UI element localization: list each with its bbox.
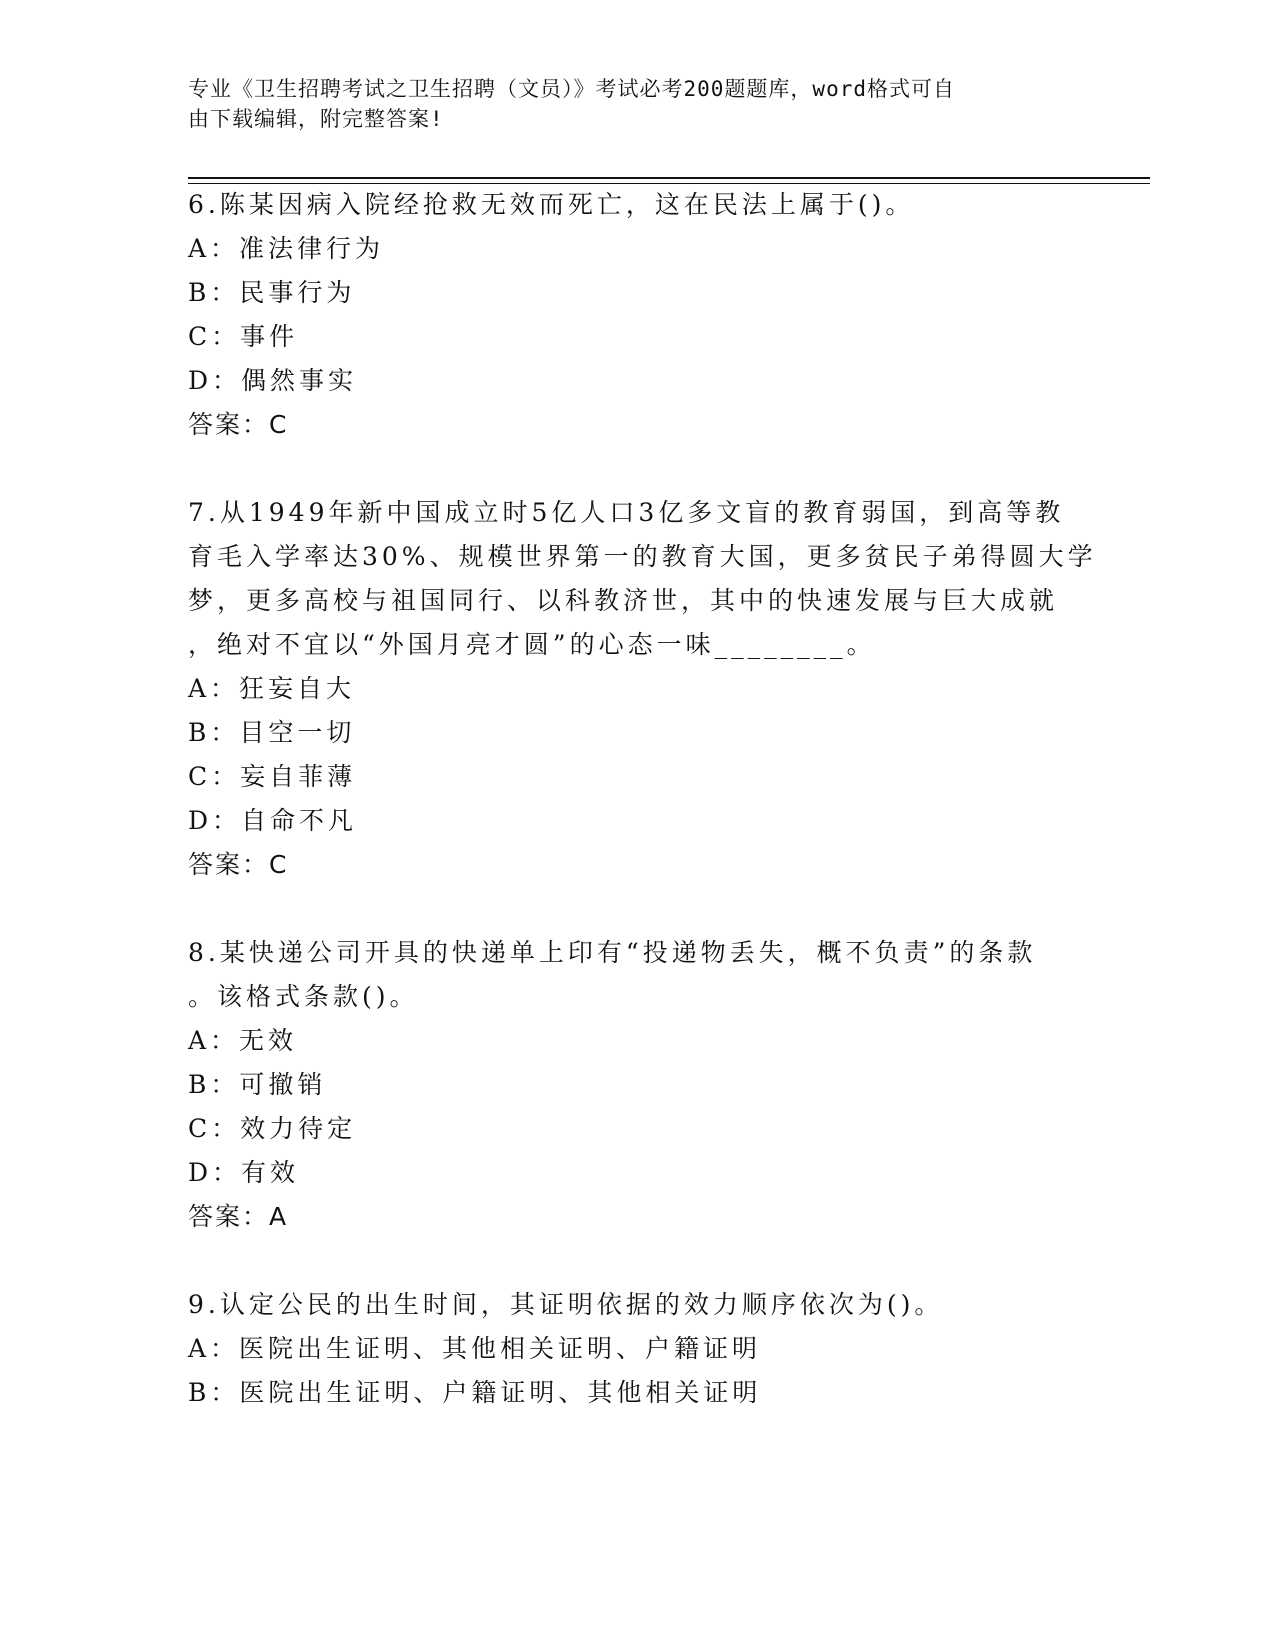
question-8-stem-line-1: 8.某快递公司开具的快递单上印有“投递物丢失，概不负责”的条款 xyxy=(188,938,1037,967)
question-8-option-d: D：有效 xyxy=(188,1158,300,1187)
header-line-2: 由下载编辑，附完整答案! xyxy=(188,107,444,131)
question-7-option-b: B：目空一切 xyxy=(188,718,356,747)
header-divider-thin xyxy=(188,183,1150,184)
question-6-option-b: B：民事行为 xyxy=(188,278,356,307)
question-7-option-c: C：妄自菲薄 xyxy=(188,762,357,791)
question-7-stem-line-3: 梦，更多高校与祖国同行、以科教济世，其中的快速发展与巨大成就 xyxy=(188,586,1059,615)
question-7-stem-line-4: ，绝对不宜以“外国月亮才圆”的心态一味________。 xyxy=(188,630,876,659)
question-7-option-a: A：狂妄自大 xyxy=(188,674,356,703)
question-6-option-d: D：偶然事实 xyxy=(188,366,358,395)
question-6-option-c: C：事件 xyxy=(188,322,299,351)
question-7-stem-line-1: 7.从1949年新中国成立时5亿人口3亿多文盲的教育弱国，到高等教 xyxy=(188,498,1065,527)
question-7-option-d: D：自命不凡 xyxy=(188,806,358,835)
question-9-stem: 9.认定公民的出生时间，其证明依据的效力顺序依次为()。 xyxy=(188,1290,944,1319)
question-6-stem: 6.陈某因病入院经抢救无效而死亡，这在民法上属于()。 xyxy=(188,190,915,219)
question-8-stem-line-2: 。该格式条款()。 xyxy=(188,982,419,1011)
question-8-option-a: A：无效 xyxy=(188,1026,298,1055)
question-7-answer: 答案：C xyxy=(188,850,289,879)
question-8-option-c: C：效力待定 xyxy=(188,1114,357,1143)
document-header xyxy=(188,74,1088,134)
header-line-1: 专业《卫生招聘考试之卫生招聘（文员）》考试必考200题题库，word格式可自 xyxy=(188,77,955,101)
question-6-answer: 答案：C xyxy=(188,410,289,439)
question-9-option-b: B：医院出生证明、户籍证明、其他相关证明 xyxy=(188,1378,762,1407)
header-divider-thick xyxy=(188,177,1150,179)
question-8-answer: 答案：A xyxy=(188,1202,289,1231)
question-9-option-a: A：医院出生证明、其他相关证明、户籍证明 xyxy=(188,1334,762,1363)
question-6-option-a: A：准法律行为 xyxy=(188,234,385,263)
question-8-option-b: B：可撤销 xyxy=(188,1070,327,1099)
question-7-stem-line-2: 育毛入学率达30%、规模世界第一的教育大国，更多贫民子弟得圆大学 xyxy=(188,542,1097,571)
